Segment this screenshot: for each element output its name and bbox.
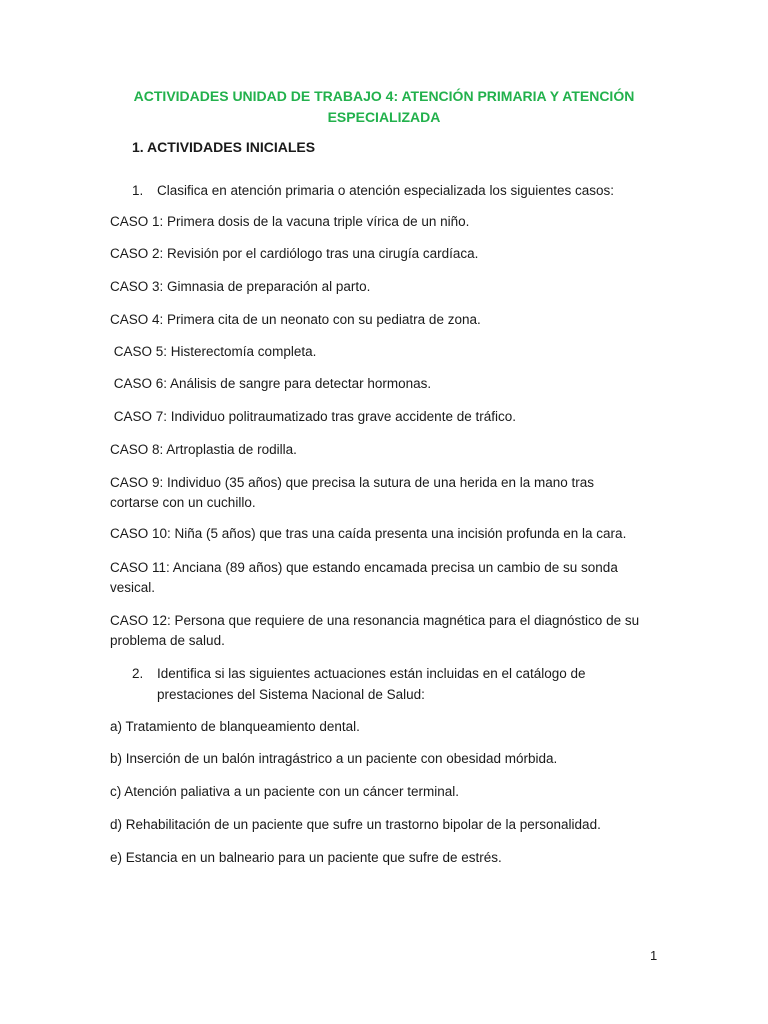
- option-line: a) Tratamiento de blanqueamiento dental.: [110, 719, 360, 734]
- option-line: c) Atención paliativa a un paciente con un cáncer terminal.: [110, 784, 459, 799]
- question-text: Clasifica en atención primaria o atención especializada los siguientes casos:: [157, 183, 615, 198]
- case-line: CASO 3: Gimnasia de preparación al parto.: [110, 279, 371, 294]
- page-number: 1: [650, 948, 658, 963]
- case-line: CASO 10: Niña (5 años) que tras una caída presenta una incisión profunda en la cara.: [110, 526, 627, 541]
- question-number: 1.: [132, 183, 144, 198]
- document-title: ACTIVIDADES UNIDAD DE TRABAJO 4: ATENCIÓN PRIMARIA Y ATENCIÓN ESPECIALIZADA: [133, 88, 635, 125]
- case-line: CASO 9: Individuo (35 años) que precisa la sutura de una herida en la mano tras cortarse con un cuchillo.: [110, 475, 598, 510]
- question-number: 2.: [132, 666, 144, 681]
- option-line: e) Estancia en un balneario para un paciente que sufre de estrés.: [110, 850, 502, 865]
- case-line: CASO 5: Histerectomía completa.: [110, 344, 317, 359]
- case-line: CASO 7: Individuo politraumatizado tras grave accidente de tráfico.: [110, 409, 516, 424]
- case-line: CASO 8: Artroplastia de rodilla.: [110, 442, 297, 457]
- case-line: CASO 11: Anciana (89 años) que estando encamada precisa un cambio de su sonda vesical.: [110, 560, 622, 595]
- case-line: CASO 6: Análisis de sangre para detectar hormonas.: [110, 376, 432, 391]
- case-line: CASO 2: Revisión por el cardiólogo tras una cirugía cardíaca.: [110, 246, 479, 261]
- case-line: CASO 4: Primera cita de un neonato con su pediatra de zona.: [110, 312, 481, 327]
- question-1: [132, 180, 632, 201]
- question-text: Identifica si las siguientes actuaciones están incluidas en el catálogo de prestaciones del Sistema Nacional de Salud:: [157, 666, 586, 702]
- option-line: d) Rehabilitación de un paciente que sufre un trastorno bipolar de la personalidad.: [110, 817, 601, 832]
- case-line: CASO 1: Primera dosis de la vacuna triple vírica de un niño.: [110, 214, 470, 229]
- section-heading: 1. ACTIVIDADES INICIALES: [132, 139, 316, 155]
- case-line: CASO 12: Persona que requiere de una resonancia magnética para el diagnóstico de su problema de salud.: [110, 613, 643, 648]
- option-line: b) Inserción de un balón intragástrico a un paciente con obesidad mórbida.: [110, 751, 558, 766]
- question-2: [132, 663, 622, 705]
